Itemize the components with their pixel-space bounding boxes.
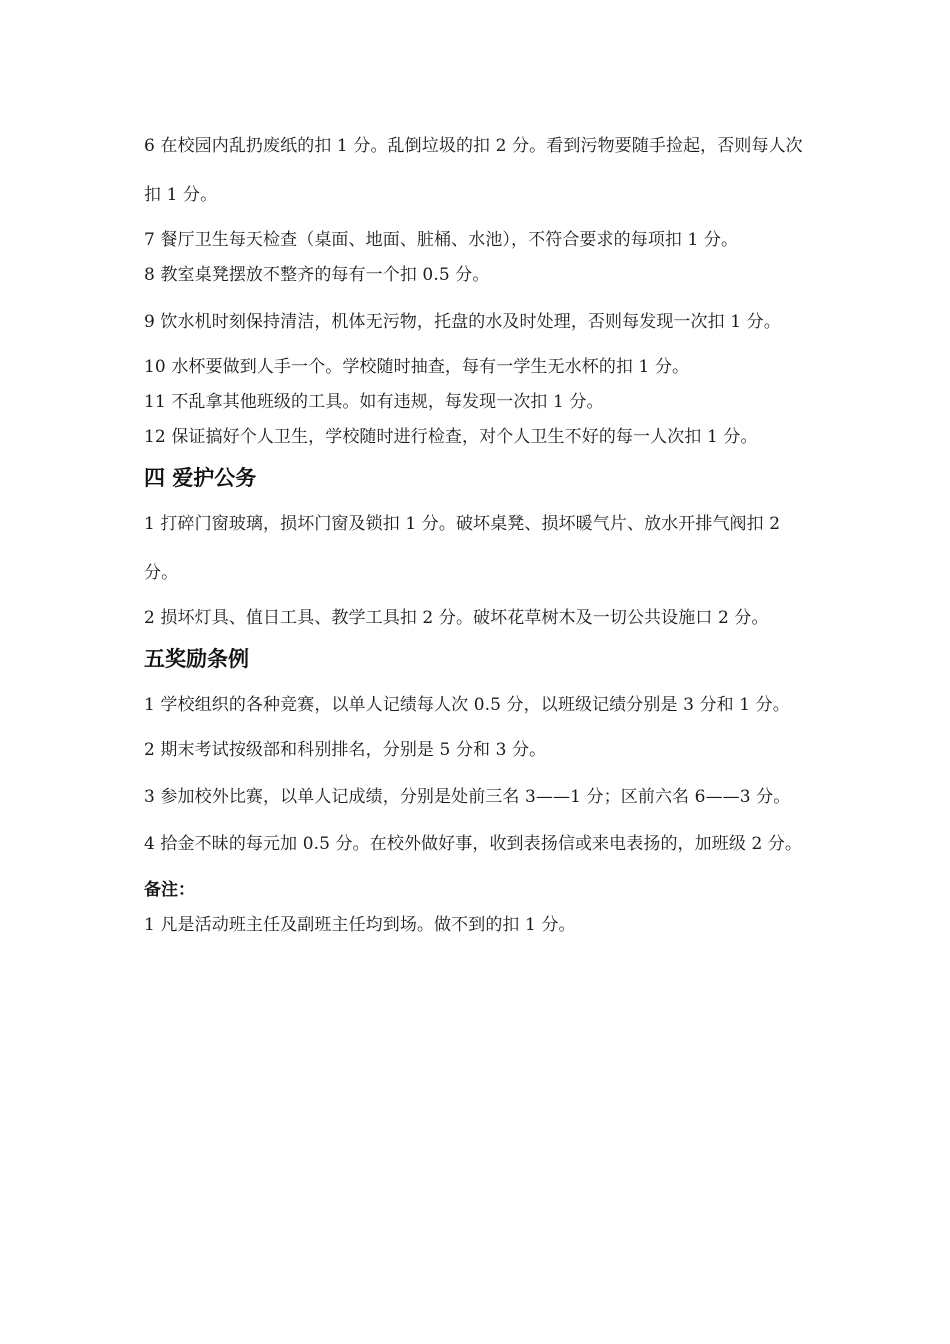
section-heading-property: 四 爱护公务 xyxy=(144,466,257,490)
notes-title: 备注： xyxy=(144,880,195,900)
rule-item-8: 8 教室桌凳摆放不整齐的每有一个扣 0.5 分。 xyxy=(144,265,490,285)
rule-item-10: 10 水杯要做到人手一个。学校随时抽查，每有一学生无水杯的扣 1 分。 xyxy=(144,357,690,377)
property-item-1: 1 打碎门窗玻璃，损坏门窗及锁扣 1 分。破坏桌凳、损坏暖气片、放水开排气阀扣 2 分。 xyxy=(144,514,781,583)
reward-item-4: 4 拾金不昧的每元加 0.5 分。在校外做好事，收到表扬信或来电表扬的，加班级 2 分。 xyxy=(144,834,803,854)
note-item-1: 1 凡是活动班主任及副班主任均到场。做不到的扣 1 分。 xyxy=(144,915,576,935)
rule-item-11: 11 不乱拿其他班级的工具。如有违规，每发现一次扣 1 分。 xyxy=(144,392,604,412)
reward-item-1: 1 学校组织的各种竞赛，以单人记绩每人次 0.5 分，以班级记绩分别是 3 分和 1 分。 xyxy=(144,695,790,715)
rule-item-6: 6 在校园内乱扔废纸的扣 1 分。乱倒垃圾的扣 2 分。看到污物要随手捡起，否则每人次扣 1 分。 xyxy=(144,136,803,205)
rule-item-9: 9 饮水机时刻保持清洁，机体无污物，托盘的水及时处理，否则每发现一次扣 1 分。 xyxy=(144,312,781,332)
document-body xyxy=(144,122,812,948)
reward-item-3: 3 参加校外比赛，以单人记成绩，分别是处前三名 3——1 分；区前六名 6——3 分。 xyxy=(144,787,791,807)
property-item-2: 2 损坏灯具、值日工具、教学工具扣 2 分。破坏花草树木及一切公共设施口 2 分。 xyxy=(144,608,769,628)
reward-item-2: 2 期末考试按级部和科别排名，分别是 5 分和 3 分。 xyxy=(144,740,547,760)
section-heading-rewards: 五奖励条例 xyxy=(144,647,249,671)
rule-item-7: 7 餐厅卫生每天检查（桌面、地面、脏桶、水池），不符合要求的每项扣 1 分。 xyxy=(144,230,739,250)
rule-item-12: 12 保证搞好个人卫生，学校随时进行检查，对个人卫生不好的每一人次扣 1 分。 xyxy=(144,427,758,447)
